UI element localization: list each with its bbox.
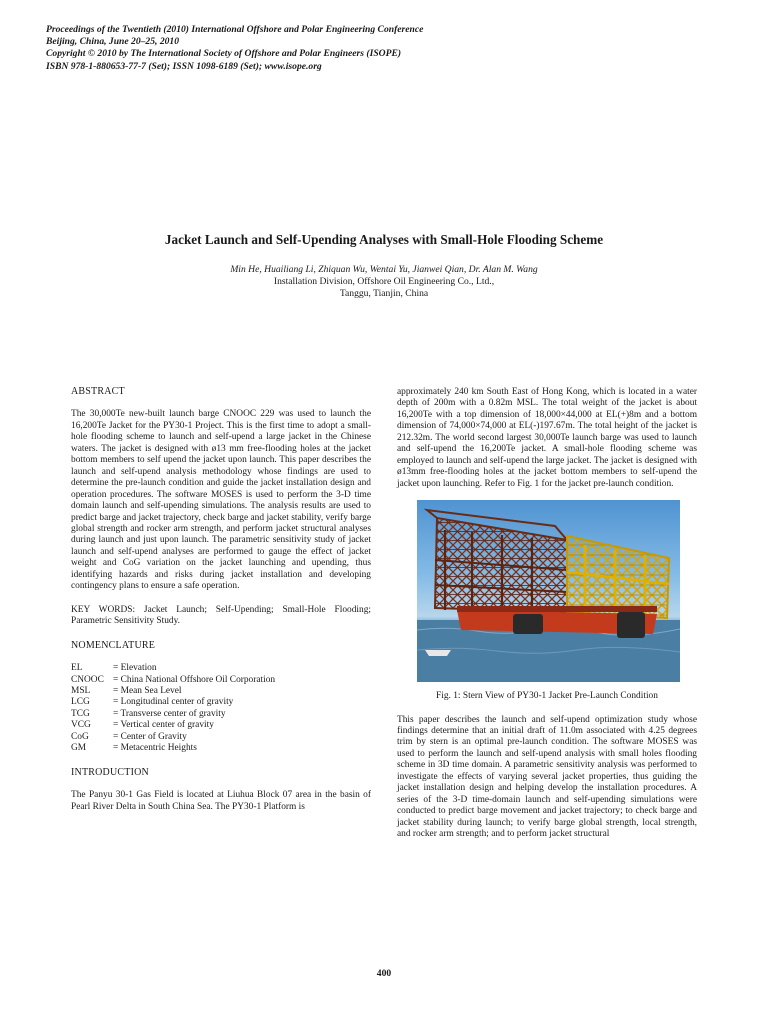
nomenclature-definition: = Mean Sea Level (113, 685, 182, 696)
nomenclature-definition: = China National Offshore Oil Corporation (113, 674, 276, 685)
nomenclature-item (71, 686, 371, 697)
nomenclature-definition: = Vertical center of gravity (113, 720, 214, 731)
nomenclature-item (71, 743, 371, 754)
paper-title: Jacket Launch and Self-Upending Analyses with Small-Hole Flooding Scheme (164, 232, 604, 247)
introduction-body: The Panyu 30-1 Gas Field is located at Liuhua Block 07 area in the basin of Pearl River Delta in South China Sea. The PY30-1 Platform is (71, 790, 371, 812)
keywords: KEY WORDS: Jacket Launch; Self-Upending; Small-Hole Flooding; Parametric Sensitivity Study. (71, 604, 371, 627)
nomenclature-abbr: EL (71, 663, 83, 674)
nomenclature-abbr: CoG (71, 731, 89, 742)
nomenclature-list (71, 663, 371, 755)
nomenclature-abbr: TCG (71, 708, 90, 719)
nomenclature-definition: = Metacentric Heights (113, 743, 197, 754)
right-column (397, 387, 697, 841)
header-line-copyright: Copyright © 2010 by The International Society of Offshore and Polar Engineers (ISOPE) (46, 48, 402, 60)
author-names: Min He, Huailiang Li, Zhiquan Wu, Wentai Yu, Jianwei Qian, Dr. Alan M. Wang (230, 264, 538, 275)
nomenclature-item (71, 663, 371, 674)
header-line-location: Beijing, China, June 20–25, 2010 (46, 36, 180, 48)
nomenclature-definition: = Transverse center of gravity (113, 708, 226, 719)
figure-caption: Fig. 1: Stern View of PY30-1 Jacket Pre-Launch Condition (436, 691, 658, 702)
header-line-proceedings: Proceedings of the Twentieth (2010) International Offshore and Polar Engineering Conference (46, 24, 424, 35)
nomenclature-abbr: CNOOC (71, 674, 104, 685)
abstract-heading: ABSTRACT (71, 386, 125, 397)
nomenclature-definition: = Center of Gravity (113, 731, 187, 742)
jacket-barge-illustration (417, 500, 680, 682)
header-line-isbn: ISBN 978-1-880653-77-7 (Set); ISSN 1098-6189 (Set); www.isope.org (46, 60, 322, 72)
left-column (71, 386, 371, 813)
nomenclature-item (71, 697, 371, 708)
author-block (0, 264, 768, 300)
nomenclature-abbr: MSL (71, 685, 91, 696)
nomenclature-definition: = Elevation (113, 663, 157, 674)
nomenclature-heading: NOMENCLATURE (71, 639, 156, 651)
nomenclature-item (71, 720, 371, 731)
abstract-body: The 30,000Te new-built launch barge CNOOC 229 was used to launch the 16,200Te Jacket for the PY30-1 Project. This is the first time to adopt a small-hole flooding scheme to launch and self-upend a large jacket in the Chinese waters. The jacket is designed with ø13 mm free-flooding holes at the jacket bottom members to self upend the jacket upon launch. This paper describes the launch and self-upend analysis methodology whose findings are used to determine the pre-launch condition and guide the jacket installation design and operation procedures. The software MOSES is used to perform the 3-D time domain launch and self-upending simulations. The analysis results are used to predict barge and jacket trajectory, check barge and jacket stability, verify barge global strength and rocker arm strength, and perform jacket structural analyses during launch and just upon launch. The parametric sensitivity study of jacket launch and self-upend analyses are performed to gauge the effect of jacket weight and CoG variation on the jacket launching and upending, thus identifying hazards and risks during jacket installation and developing contingency plans to ensure a safe operation. (71, 409, 371, 592)
affiliation-line-1: Installation Division, Offshore Oil Engineering Co., Ltd., (273, 276, 495, 287)
introduction-heading: INTRODUCTION (71, 766, 149, 778)
nomenclature-abbr: VCG (71, 720, 91, 731)
paper-overview-paragraph: This paper describes the launch and self-upend optimization study whose findings determine that an initial draft of 11.0m associated with 4.25 degrees trim by stern is an optimal pre-launch condition. The software MOSES was used to perform the launch and self-upend analysis with small holes flooding scheme in 3D time domain. A parametric sensitivity analysis was performed to investigate the effects of varying several jacket properties, thus guiding the jacket installation design and helping develop the installation procedures. A series of the 3-D time-domain launch and self-upending simulations were conducted to predict barge movement and jacket trajectory; to check barge and jacket stability during launch; to verify barge global strength, local strength, and rocker arm strength; and to perform jacket structural (397, 714, 697, 840)
conference-header (46, 24, 726, 73)
nomenclature-abbr: GM (71, 743, 87, 754)
nomenclature-item (71, 732, 371, 743)
nomenclature-definition: = Longitudinal center of gravity (113, 697, 234, 708)
intro-continued-paragraph: approximately 240 km South East of Hong Kong, which is located in a water depth of 200m with a 0.82m MSL. The total weight of the jacket is about 16,200Te with a top dimension of 18,000×44,000 at EL(+)8m and a bottom dimension of 74,000×74,000 at EL(-)197.67m. The total height of the jacket is 212.32m. The world second largest 30,000Te launch barge was used to launch and self-upend the 16,200Te jacket. A small-hole flooding scheme was employed to launch and self-upend the large jacket. The jacket is designed with ø13mm free-flooding holes at the jacket bottom members to self-upend the jacket upon launching. Refer to Fig. 1 for the jacket pre-launch condition. (397, 387, 697, 489)
affiliation-line-2: Tanggu, Tianjin, China (339, 288, 429, 299)
nomenclature-item (71, 709, 371, 720)
nomenclature-abbr: LCG (71, 697, 90, 708)
jacket-pre-launch-photo (417, 500, 680, 682)
page-number: 400 (376, 968, 392, 979)
nomenclature-item (71, 675, 371, 686)
